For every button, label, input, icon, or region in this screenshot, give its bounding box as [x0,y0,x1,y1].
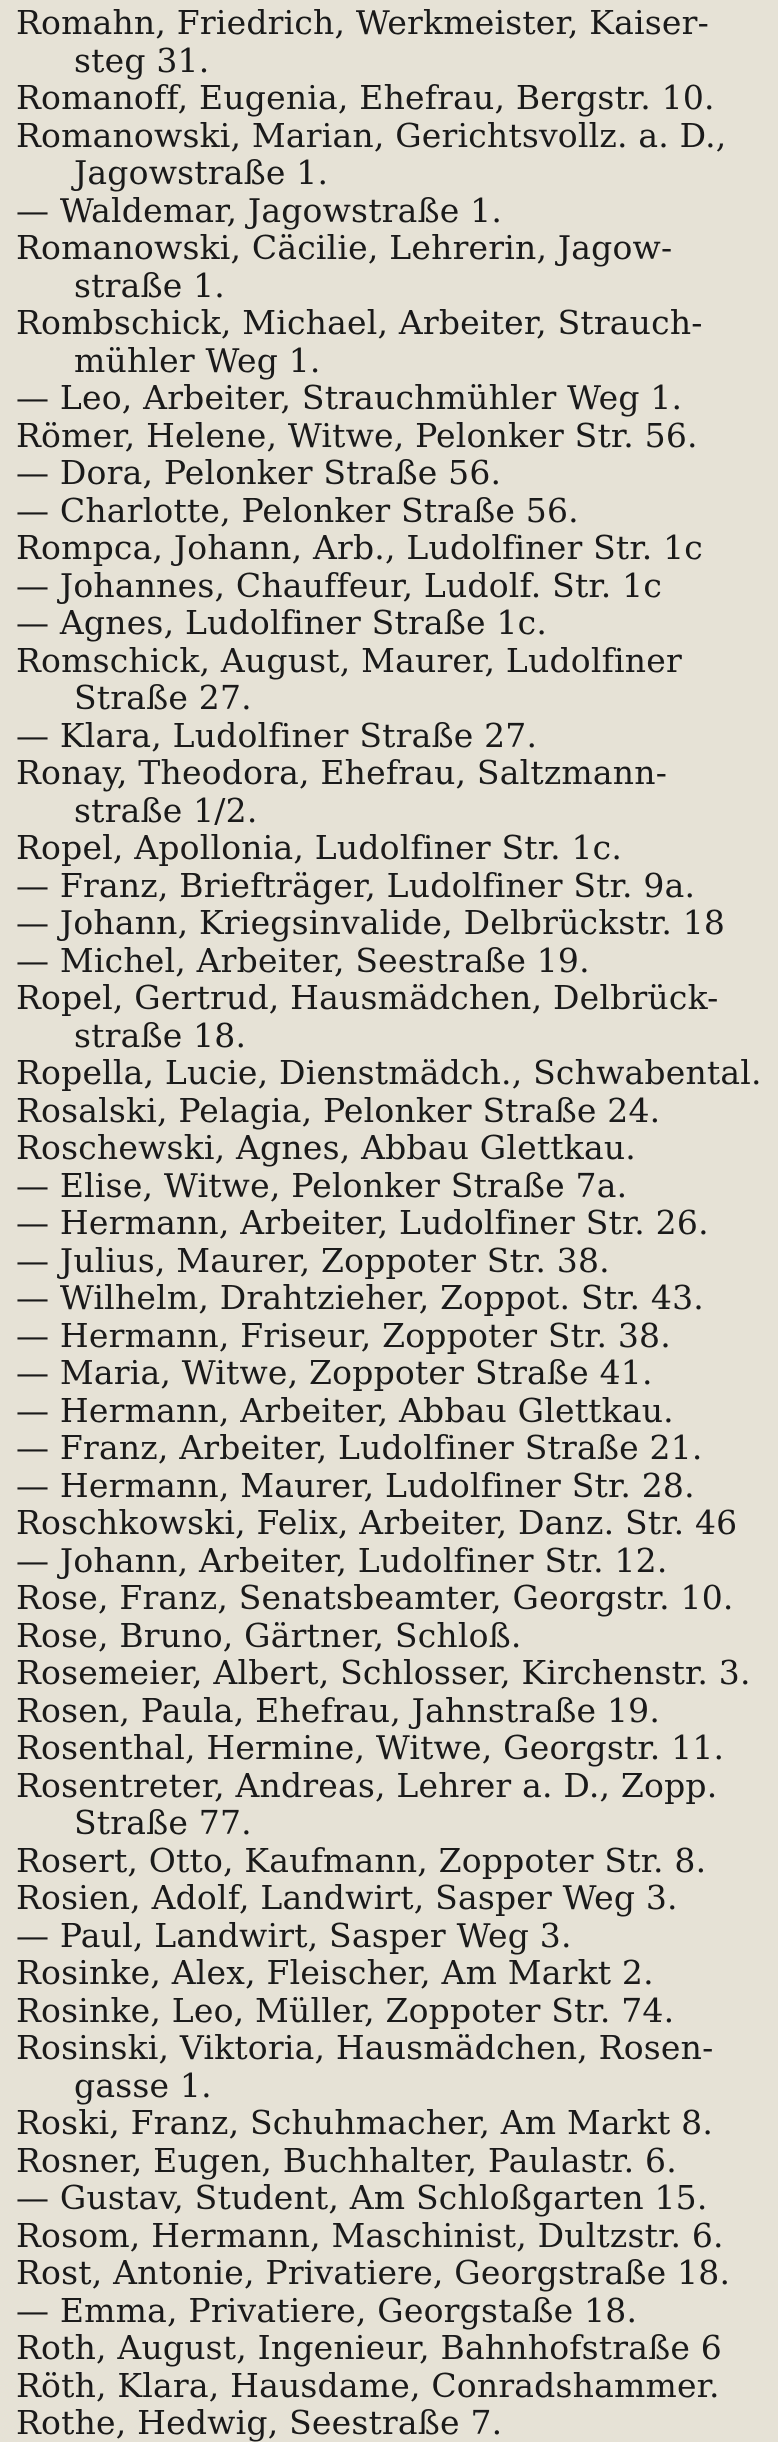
entry-text: Rombschick, Michael, Arbeiter, Strauch- [16,303,703,342]
directory-entry [16,754,764,829]
directory-entry [16,867,764,905]
entry-text: Rosien, Adolf, Landwirt, Sasper Weg 3. [16,1878,678,1917]
directory-entry [16,1729,764,1767]
entry-continuation: straße 1. [74,265,225,305]
directory-entry [16,1767,764,1842]
directory-entry [16,1317,764,1355]
entry-continuation: Straße 27. [74,678,252,717]
entry-continuation: mühler Weg 1. [74,340,321,380]
directory-entry [16,117,764,192]
directory-entry [16,1392,764,1430]
directory-entry [16,492,764,530]
entry-text: — Waldemar, Jagowstraße 1. [16,190,503,230]
entry-text: Rosinski, Viktoria, Hausmädchen, Rosen- [16,2028,714,2067]
entry-text: Romanoff, Eugenia, Ehefrau, Bergstr. 10. [16,78,715,117]
entry-text: — Hermann, Maurer, Ludolfiner Str. 28. [16,1465,695,1505]
entry-text: Rosenthal, Hermine, Witwe, Georgstr. 11. [16,1728,725,1767]
directory-entries [16,4,764,2442]
entry-continuation: straße 18. [74,1015,247,1055]
directory-entry [16,2029,764,2104]
directory-entry [16,1092,764,1130]
entry-text: Roth, August, Ingenieur, Bahnhofstraße 6 [16,2328,722,2367]
directory-entry [16,2404,764,2442]
entry-text: — Johann, Arbeiter, Ludolfiner Str. 12. [16,1540,668,1580]
directory-entry [16,304,764,379]
entry-text: — Emma, Privatiere, Georgstaße 18. [16,2290,638,2330]
entry-text: Rothe, Hedwig, Seestraße 7. [16,2403,503,2442]
entry-text: — Franz, Briefträger, Ludolfiner Str. 9a. [16,865,696,905]
directory-entry [16,904,764,942]
entry-text: Rose, Franz, Senatsbeamter, Georgstr. 10. [16,1578,734,1617]
directory-entry [16,2329,764,2367]
entry-text: — Leo, Arbeiter, Strauchmühler Weg 1. [16,378,683,417]
directory-entry [16,529,764,567]
directory-entry [16,2142,764,2180]
entry-text: Rosen, Paula, Ehefrau, Jahnstraße 19. [16,1690,661,1730]
entry-continuation: steg 31. [74,40,210,80]
directory-entry [16,1917,764,1955]
entry-text: — Maria, Witwe, Zoppoter Straße 41. [16,1353,653,1392]
entry-text: Roschewski, Agnes, Abbau Glettkau. [16,1128,636,1167]
entry-text: Ropella, Lucie, Dienstmädch., Schwabental. [16,1053,762,1092]
entry-text: — Agnes, Ludolfiner Straße 1c. [16,603,548,642]
entry-text: — Julius, Maurer, Zoppoter Str. 38. [16,1240,610,1280]
directory-entry [16,2104,764,2142]
directory-entry [16,454,764,492]
entry-continuation: gasse 1. [74,2065,212,2105]
entry-text: Roski, Franz, Schuhmacher, Am Markt 8. [16,2103,714,2142]
directory-entry [16,1654,764,1692]
directory-entry [16,1129,764,1167]
directory-entry [16,942,764,980]
directory-entry [16,829,764,867]
directory-entry [16,604,764,642]
directory-entry [16,2367,764,2405]
entry-text: — Wilhelm, Drahtzieher, Zoppot. Str. 43. [16,1278,704,1317]
directory-entry [16,1879,764,1917]
entry-text: Rosentreter, Andreas, Lehrer a. D., Zopp. [16,1765,718,1805]
entry-text: Roschkowski, Felix, Arbeiter, Danz. Str. 46 [16,1503,738,1542]
directory-entry [16,567,764,605]
entry-text: — Gustav, Student, Am Schloßgarten 15. [16,2178,708,2217]
directory-entry [16,2254,764,2292]
entry-text: Rompca, Johann, Arb., Ludolfiner Str. 1c [16,528,703,567]
directory-entry [16,979,764,1054]
directory-entry [16,2217,764,2255]
directory-entry [16,1204,764,1242]
entry-text: Rosner, Eugen, Buchhalter, Paulastr. 6. [16,2140,677,2180]
directory-entry [16,1842,764,1880]
directory-entry [16,379,764,417]
directory-entry [16,1992,764,2030]
directory-entry [16,1542,764,1580]
entry-text: Ronay, Theodora, Ehefrau, Saltzmann- [16,753,668,792]
directory-entry [16,417,764,455]
directory-entry [16,192,764,230]
entry-text: — Elise, Witwe, Pelonker Straße 7a. [16,1165,628,1205]
entry-text: — Paul, Landwirt, Sasper Weg 3. [16,1915,572,1955]
entry-text: — Dora, Pelonker Straße 56. [16,453,502,492]
entry-text: Romanowski, Cäcilie, Lehrerin, Jagow- [16,228,673,267]
entry-text: Rose, Bruno, Gärtner, Schloß. [16,1615,522,1655]
directory-entry [16,1504,764,1542]
entry-text: Rosom, Hermann, Maschinist, Dultzstr. 6. [16,2215,724,2255]
entry-continuation: straße 1/2. [74,790,258,830]
entry-continuation: Straße 77. [74,1803,252,1842]
entry-text: — Hermann, Friseur, Zoppoter Str. 38. [16,1315,671,1355]
entry-text: Romschick, August, Maurer, Ludolfiner [16,640,682,680]
directory-entry [16,229,764,304]
directory-entry [16,717,764,755]
directory-entry [16,2292,764,2330]
directory-entry [16,4,764,79]
directory-entry [16,1167,764,1205]
entry-text: Romanowski, Marian, Gerichtsvollz. a. D., [16,115,727,155]
entry-text: — Klara, Ludolfiner Straße 27. [16,715,538,755]
directory-entry [16,1954,764,1992]
entry-text: Ropel, Apollonia, Ludolfiner Str. 1c. [16,828,623,867]
entry-text: Ropel, Gertrud, Hausmädchen, Delbrück- [16,978,719,1017]
entry-text: Rosinke, Leo, Müller, Zoppoter Str. 74. [16,1990,675,2030]
directory-entry [16,1429,764,1467]
entry-text: — Michel, Arbeiter, Seestraße 19. [16,940,590,980]
entry-continuation: Jagowstraße 1. [74,153,329,192]
directory-entry [16,1242,764,1280]
directory-entry [16,642,764,717]
entry-text: — Franz, Arbeiter, Ludolfiner Straße 21. [16,1428,703,1467]
directory-entry [16,1054,764,1092]
directory-entry [16,1467,764,1505]
entry-text: Rosalski, Pelagia, Pelonker Straße 24. [16,1090,661,1130]
entry-text: — Johannes, Chauffeur, Ludolf. Str. 1c [16,565,663,605]
directory-entry [16,1692,764,1730]
entry-text: Rosemeier, Albert, Schlosser, Kirchenstr. 3. [16,1653,751,1692]
entry-text: Römer, Helene, Witwe, Pelonker Str. 56. [16,415,698,455]
entry-text: Rosert, Otto, Kaufmann, Zoppoter Str. 8. [16,1840,707,1880]
directory-entry [16,79,764,117]
directory-entry [16,1354,764,1392]
entry-text: Romahn, Friedrich, Werkmeister, Kaiser- [16,3,709,42]
entry-text: — Hermann, Arbeiter, Abbau Glettkau. [16,1390,674,1430]
entry-text: Röth, Klara, Hausdame, Conradshammer. [16,2365,720,2405]
directory-entry [16,2179,764,2217]
directory-entry [16,1617,764,1655]
entry-text: — Charlotte, Pelonker Straße 56. [16,490,579,530]
directory-entry [16,1279,764,1317]
entry-text: — Johann, Kriegsinvalide, Delbrückstr. 18 [16,903,726,942]
entry-text: — Hermann, Arbeiter, Ludolfiner Str. 26. [16,1203,709,1242]
entry-text: Rost, Antonie, Privatiere, Georgstraße 18. [16,2253,731,2292]
entry-text: Rosinke, Alex, Fleischer, Am Markt 2. [16,1953,654,1992]
directory-entry [16,1579,764,1617]
